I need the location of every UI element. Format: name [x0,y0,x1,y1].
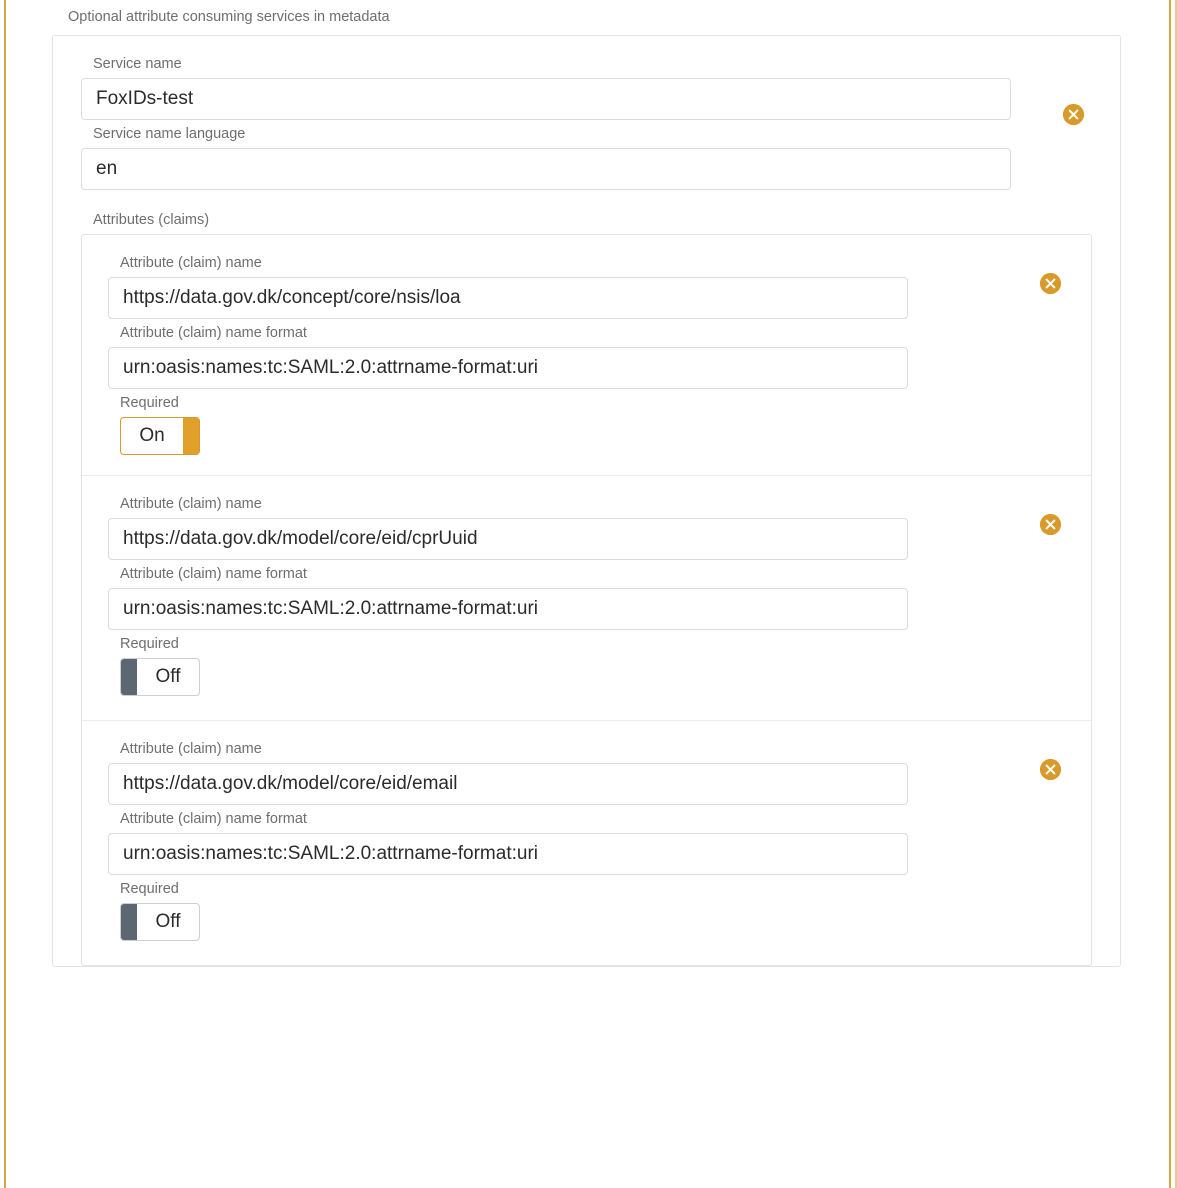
close-circle-icon [1040,514,1061,535]
attribute-name-label: Attribute (claim) name [120,740,262,757]
service-name-language-input[interactable] [81,148,1011,190]
service-name-language-label: Service name language [93,125,246,142]
attribute-required-label: Required [120,394,179,411]
attribute-name-input[interactable] [108,763,908,805]
attribute-name-label: Attribute (claim) name [120,254,262,271]
attribute-name-format-input[interactable] [108,588,908,630]
toggle-knob [121,904,137,940]
toggle-label: Off [155,665,181,687]
toggle-knob [121,659,137,695]
service-name-language-field [53,126,1120,190]
toggle-label: On [139,424,165,446]
close-circle-icon [1040,273,1061,294]
section-caption: Optional attribute consuming services in metadata [68,9,390,25]
remove-attribute-button[interactable] [1040,759,1061,780]
attribute-name-format-label: Attribute (claim) name format [120,810,307,827]
attribute-item [82,235,1091,476]
remove-attribute-button[interactable] [1040,514,1061,535]
attribute-item [82,721,1091,965]
attribute-name-input[interactable] [108,277,908,319]
toggle-knob [183,418,199,454]
service-name-label: Service name [93,55,182,72]
attribute-name-label: Attribute (claim) name [120,495,262,512]
close-circle-icon [1040,759,1061,780]
attribute-required-toggle[interactable] [120,417,200,455]
attribute-required-label: Required [120,880,179,897]
attributes-claims-label: Attributes (claims) [93,211,210,228]
service-name-input[interactable] [81,78,1011,120]
toggle-label: Off [155,910,181,932]
service-name-field [53,56,1120,120]
attribute-required-toggle[interactable] [120,658,200,696]
remove-service-button[interactable] [1063,104,1084,125]
attribute-required-label: Required [120,635,179,652]
attribute-required-toggle[interactable] [120,903,200,941]
attributes-list [81,234,1092,966]
attribute-name-format-label: Attribute (claim) name format [120,324,307,341]
attribute-name-input[interactable] [108,518,908,560]
attribute-name-format-label: Attribute (claim) name format [120,565,307,582]
service-card [52,35,1121,967]
attribute-name-format-input[interactable] [108,833,908,875]
attribute-name-format-input[interactable] [108,347,908,389]
attribute-item [82,476,1091,721]
remove-attribute-button[interactable] [1040,273,1061,294]
close-circle-icon [1063,104,1084,125]
